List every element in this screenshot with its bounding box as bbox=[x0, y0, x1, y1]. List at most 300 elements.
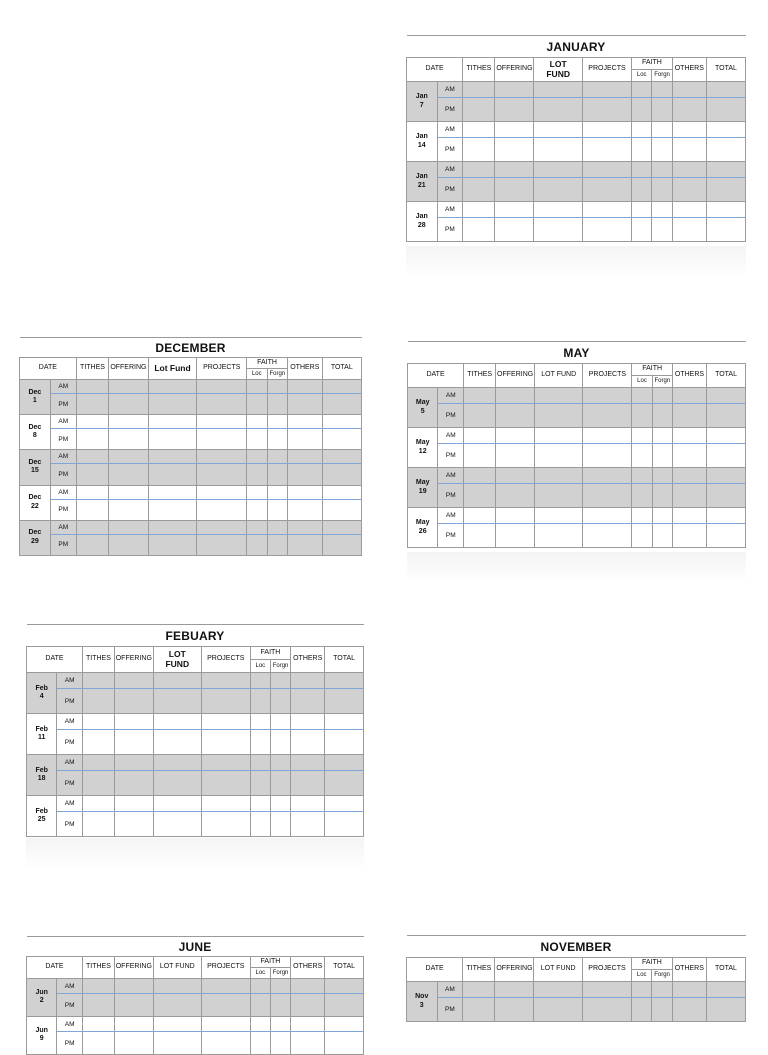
lot-fund-entry-cell[interactable] bbox=[535, 468, 583, 484]
faith-local-entry-cell[interactable] bbox=[250, 673, 270, 689]
tithes-entry-cell[interactable] bbox=[76, 499, 108, 520]
faith-local-entry-cell[interactable] bbox=[632, 202, 652, 218]
projects-entry-cell[interactable] bbox=[201, 979, 250, 994]
faith-foreign-entry-cell[interactable] bbox=[652, 82, 672, 98]
faith-local-entry-cell[interactable] bbox=[250, 1016, 270, 1031]
others-entry-cell[interactable] bbox=[291, 795, 325, 811]
tithes-entry-cell[interactable] bbox=[76, 450, 108, 464]
tithes-entry-cell[interactable] bbox=[82, 730, 114, 755]
projects-entry-cell[interactable] bbox=[197, 394, 247, 415]
faith-foreign-entry-cell[interactable] bbox=[652, 428, 672, 444]
total-entry-cell[interactable] bbox=[322, 415, 361, 429]
projects-entry-cell[interactable] bbox=[201, 994, 250, 1017]
faith-foreign-entry-cell[interactable] bbox=[652, 218, 672, 242]
tithes-entry-cell[interactable] bbox=[463, 202, 495, 218]
lot-fund-entry-cell[interactable] bbox=[153, 689, 201, 714]
others-entry-cell[interactable] bbox=[672, 218, 706, 242]
faith-foreign-entry-cell[interactable] bbox=[652, 444, 672, 468]
faith-local-entry-cell[interactable] bbox=[247, 485, 268, 499]
tithes-entry-cell[interactable] bbox=[76, 429, 108, 450]
total-entry-cell[interactable] bbox=[325, 754, 364, 770]
tithes-entry-cell[interactable] bbox=[82, 979, 114, 994]
faith-local-entry-cell[interactable] bbox=[250, 1032, 270, 1055]
lot-fund-entry-cell[interactable] bbox=[534, 218, 582, 242]
lot-fund-entry-cell[interactable] bbox=[153, 713, 201, 729]
others-entry-cell[interactable] bbox=[291, 730, 325, 755]
tithes-entry-cell[interactable] bbox=[82, 994, 114, 1017]
projects-entry-cell[interactable] bbox=[197, 485, 247, 499]
projects-entry-cell[interactable] bbox=[583, 404, 632, 428]
projects-entry-cell[interactable] bbox=[582, 122, 631, 138]
faith-local-entry-cell[interactable] bbox=[250, 795, 270, 811]
offering-entry-cell[interactable] bbox=[496, 508, 535, 524]
offering-entry-cell[interactable] bbox=[109, 415, 148, 429]
total-entry-cell[interactable] bbox=[322, 499, 361, 520]
tithes-entry-cell[interactable] bbox=[463, 162, 495, 178]
others-entry-cell[interactable] bbox=[288, 450, 323, 464]
others-entry-cell[interactable] bbox=[672, 468, 706, 484]
total-entry-cell[interactable] bbox=[325, 994, 364, 1017]
offering-entry-cell[interactable] bbox=[496, 404, 535, 428]
offering-entry-cell[interactable] bbox=[114, 689, 153, 714]
faith-foreign-entry-cell[interactable] bbox=[270, 713, 290, 729]
offering-entry-cell[interactable] bbox=[496, 484, 535, 508]
lot-fund-entry-cell[interactable] bbox=[153, 979, 201, 994]
tithes-entry-cell[interactable] bbox=[82, 1032, 114, 1055]
others-entry-cell[interactable] bbox=[291, 754, 325, 770]
tithes-entry-cell[interactable] bbox=[464, 484, 496, 508]
offering-entry-cell[interactable] bbox=[496, 388, 535, 404]
projects-entry-cell[interactable] bbox=[582, 162, 631, 178]
lot-fund-entry-cell[interactable] bbox=[148, 499, 197, 520]
faith-foreign-entry-cell[interactable] bbox=[652, 388, 672, 404]
others-entry-cell[interactable] bbox=[288, 520, 323, 534]
tithes-entry-cell[interactable] bbox=[464, 524, 496, 548]
faith-foreign-entry-cell[interactable] bbox=[267, 415, 288, 429]
faith-foreign-entry-cell[interactable] bbox=[270, 979, 290, 994]
projects-entry-cell[interactable] bbox=[582, 982, 631, 998]
projects-entry-cell[interactable] bbox=[582, 998, 631, 1022]
lot-fund-entry-cell[interactable] bbox=[534, 162, 582, 178]
projects-entry-cell[interactable] bbox=[582, 82, 631, 98]
total-entry-cell[interactable] bbox=[706, 998, 745, 1022]
lot-fund-entry-cell[interactable] bbox=[148, 464, 197, 485]
projects-entry-cell[interactable] bbox=[582, 98, 631, 122]
faith-foreign-entry-cell[interactable] bbox=[270, 730, 290, 755]
tithes-entry-cell[interactable] bbox=[82, 795, 114, 811]
others-entry-cell[interactable] bbox=[288, 485, 323, 499]
projects-entry-cell[interactable] bbox=[201, 1032, 250, 1055]
others-entry-cell[interactable] bbox=[288, 534, 323, 555]
total-entry-cell[interactable] bbox=[325, 795, 364, 811]
tithes-entry-cell[interactable] bbox=[82, 689, 114, 714]
projects-entry-cell[interactable] bbox=[197, 499, 247, 520]
tithes-entry-cell[interactable] bbox=[463, 82, 495, 98]
tithes-entry-cell[interactable] bbox=[76, 485, 108, 499]
lot-fund-entry-cell[interactable] bbox=[148, 534, 197, 555]
faith-local-entry-cell[interactable] bbox=[247, 429, 268, 450]
faith-foreign-entry-cell[interactable] bbox=[270, 994, 290, 1017]
tithes-entry-cell[interactable] bbox=[82, 812, 114, 837]
projects-entry-cell[interactable] bbox=[201, 771, 250, 796]
faith-local-entry-cell[interactable] bbox=[250, 994, 270, 1017]
faith-local-entry-cell[interactable] bbox=[250, 689, 270, 714]
faith-local-entry-cell[interactable] bbox=[632, 98, 652, 122]
others-entry-cell[interactable] bbox=[288, 464, 323, 485]
projects-entry-cell[interactable] bbox=[201, 713, 250, 729]
offering-entry-cell[interactable] bbox=[114, 754, 153, 770]
faith-foreign-entry-cell[interactable] bbox=[652, 982, 672, 998]
others-entry-cell[interactable] bbox=[291, 994, 325, 1017]
faith-local-entry-cell[interactable] bbox=[632, 178, 652, 202]
offering-entry-cell[interactable] bbox=[109, 534, 148, 555]
projects-entry-cell[interactable] bbox=[197, 520, 247, 534]
projects-entry-cell[interactable] bbox=[197, 450, 247, 464]
total-entry-cell[interactable] bbox=[706, 218, 745, 242]
offering-entry-cell[interactable] bbox=[495, 982, 534, 998]
faith-foreign-entry-cell[interactable] bbox=[652, 138, 672, 162]
others-entry-cell[interactable] bbox=[672, 162, 706, 178]
faith-local-entry-cell[interactable] bbox=[247, 534, 268, 555]
offering-entry-cell[interactable] bbox=[114, 771, 153, 796]
offering-entry-cell[interactable] bbox=[109, 485, 148, 499]
lot-fund-entry-cell[interactable] bbox=[153, 673, 201, 689]
others-entry-cell[interactable] bbox=[291, 1016, 325, 1031]
offering-entry-cell[interactable] bbox=[495, 202, 534, 218]
projects-entry-cell[interactable] bbox=[197, 464, 247, 485]
offering-entry-cell[interactable] bbox=[496, 428, 535, 444]
others-entry-cell[interactable] bbox=[672, 524, 706, 548]
faith-local-entry-cell[interactable] bbox=[247, 520, 268, 534]
faith-foreign-entry-cell[interactable] bbox=[652, 404, 672, 428]
tithes-entry-cell[interactable] bbox=[76, 464, 108, 485]
projects-entry-cell[interactable] bbox=[201, 812, 250, 837]
tithes-entry-cell[interactable] bbox=[463, 98, 495, 122]
faith-foreign-entry-cell[interactable] bbox=[267, 394, 288, 415]
faith-foreign-entry-cell[interactable] bbox=[267, 464, 288, 485]
projects-entry-cell[interactable] bbox=[582, 138, 631, 162]
projects-entry-cell[interactable] bbox=[201, 754, 250, 770]
total-entry-cell[interactable] bbox=[707, 508, 746, 524]
faith-local-entry-cell[interactable] bbox=[632, 982, 652, 998]
tithes-entry-cell[interactable] bbox=[82, 771, 114, 796]
offering-entry-cell[interactable] bbox=[114, 994, 153, 1017]
lot-fund-entry-cell[interactable] bbox=[534, 82, 582, 98]
tithes-entry-cell[interactable] bbox=[82, 673, 114, 689]
projects-entry-cell[interactable] bbox=[582, 218, 631, 242]
faith-local-entry-cell[interactable] bbox=[632, 162, 652, 178]
others-entry-cell[interactable] bbox=[672, 122, 706, 138]
offering-entry-cell[interactable] bbox=[109, 394, 148, 415]
offering-entry-cell[interactable] bbox=[109, 520, 148, 534]
faith-foreign-entry-cell[interactable] bbox=[267, 520, 288, 534]
offering-entry-cell[interactable] bbox=[114, 795, 153, 811]
offering-entry-cell[interactable] bbox=[114, 1016, 153, 1031]
faith-foreign-entry-cell[interactable] bbox=[270, 812, 290, 837]
faith-foreign-entry-cell[interactable] bbox=[652, 162, 672, 178]
tithes-entry-cell[interactable] bbox=[464, 508, 496, 524]
faith-local-entry-cell[interactable] bbox=[632, 404, 652, 428]
projects-entry-cell[interactable] bbox=[583, 388, 632, 404]
faith-foreign-entry-cell[interactable] bbox=[652, 524, 672, 548]
faith-foreign-entry-cell[interactable] bbox=[652, 122, 672, 138]
lot-fund-entry-cell[interactable] bbox=[535, 404, 583, 428]
faith-foreign-entry-cell[interactable] bbox=[267, 485, 288, 499]
faith-foreign-entry-cell[interactable] bbox=[267, 429, 288, 450]
total-entry-cell[interactable] bbox=[706, 122, 745, 138]
faith-foreign-entry-cell[interactable] bbox=[652, 998, 672, 1022]
faith-local-entry-cell[interactable] bbox=[247, 415, 268, 429]
others-entry-cell[interactable] bbox=[672, 98, 706, 122]
tithes-entry-cell[interactable] bbox=[82, 1016, 114, 1031]
lot-fund-entry-cell[interactable] bbox=[534, 982, 582, 998]
total-entry-cell[interactable] bbox=[707, 468, 746, 484]
others-entry-cell[interactable] bbox=[672, 178, 706, 202]
total-entry-cell[interactable] bbox=[706, 982, 745, 998]
faith-foreign-entry-cell[interactable] bbox=[652, 468, 672, 484]
tithes-entry-cell[interactable] bbox=[76, 394, 108, 415]
offering-entry-cell[interactable] bbox=[114, 979, 153, 994]
offering-entry-cell[interactable] bbox=[109, 464, 148, 485]
faith-foreign-entry-cell[interactable] bbox=[652, 98, 672, 122]
offering-entry-cell[interactable] bbox=[495, 178, 534, 202]
total-entry-cell[interactable] bbox=[325, 730, 364, 755]
offering-entry-cell[interactable] bbox=[495, 122, 534, 138]
lot-fund-entry-cell[interactable] bbox=[153, 795, 201, 811]
offering-entry-cell[interactable] bbox=[495, 138, 534, 162]
offering-entry-cell[interactable] bbox=[495, 998, 534, 1022]
lot-fund-entry-cell[interactable] bbox=[534, 178, 582, 202]
lot-fund-entry-cell[interactable] bbox=[148, 415, 197, 429]
tithes-entry-cell[interactable] bbox=[76, 534, 108, 555]
projects-entry-cell[interactable] bbox=[583, 444, 632, 468]
projects-entry-cell[interactable] bbox=[583, 484, 632, 508]
tithes-entry-cell[interactable] bbox=[82, 713, 114, 729]
lot-fund-entry-cell[interactable] bbox=[153, 730, 201, 755]
others-entry-cell[interactable] bbox=[672, 484, 706, 508]
projects-entry-cell[interactable] bbox=[201, 689, 250, 714]
lot-fund-entry-cell[interactable] bbox=[153, 994, 201, 1017]
total-entry-cell[interactable] bbox=[707, 404, 746, 428]
projects-entry-cell[interactable] bbox=[582, 202, 631, 218]
offering-entry-cell[interactable] bbox=[496, 468, 535, 484]
others-entry-cell[interactable] bbox=[672, 428, 706, 444]
others-entry-cell[interactable] bbox=[288, 380, 323, 394]
faith-local-entry-cell[interactable] bbox=[250, 979, 270, 994]
offering-entry-cell[interactable] bbox=[114, 1032, 153, 1055]
total-entry-cell[interactable] bbox=[706, 202, 745, 218]
lot-fund-entry-cell[interactable] bbox=[153, 771, 201, 796]
lot-fund-entry-cell[interactable] bbox=[148, 520, 197, 534]
projects-entry-cell[interactable] bbox=[201, 1016, 250, 1031]
faith-local-entry-cell[interactable] bbox=[247, 450, 268, 464]
faith-local-entry-cell[interactable] bbox=[632, 468, 652, 484]
faith-local-entry-cell[interactable] bbox=[250, 812, 270, 837]
faith-foreign-entry-cell[interactable] bbox=[270, 673, 290, 689]
lot-fund-entry-cell[interactable] bbox=[153, 1032, 201, 1055]
offering-entry-cell[interactable] bbox=[495, 82, 534, 98]
projects-entry-cell[interactable] bbox=[583, 524, 632, 548]
offering-entry-cell[interactable] bbox=[495, 218, 534, 242]
others-entry-cell[interactable] bbox=[672, 444, 706, 468]
total-entry-cell[interactable] bbox=[706, 138, 745, 162]
others-entry-cell[interactable] bbox=[288, 429, 323, 450]
total-entry-cell[interactable] bbox=[322, 520, 361, 534]
projects-entry-cell[interactable] bbox=[583, 428, 632, 444]
lot-fund-entry-cell[interactable] bbox=[535, 508, 583, 524]
offering-entry-cell[interactable] bbox=[495, 98, 534, 122]
faith-local-entry-cell[interactable] bbox=[632, 218, 652, 242]
faith-foreign-entry-cell[interactable] bbox=[652, 508, 672, 524]
faith-local-entry-cell[interactable] bbox=[632, 998, 652, 1022]
faith-local-entry-cell[interactable] bbox=[632, 138, 652, 162]
faith-foreign-entry-cell[interactable] bbox=[267, 380, 288, 394]
faith-foreign-entry-cell[interactable] bbox=[270, 795, 290, 811]
offering-entry-cell[interactable] bbox=[114, 730, 153, 755]
faith-local-entry-cell[interactable] bbox=[632, 122, 652, 138]
faith-local-entry-cell[interactable] bbox=[632, 428, 652, 444]
projects-entry-cell[interactable] bbox=[583, 508, 632, 524]
lot-fund-entry-cell[interactable] bbox=[153, 1016, 201, 1031]
offering-entry-cell[interactable] bbox=[495, 162, 534, 178]
total-entry-cell[interactable] bbox=[707, 484, 746, 508]
tithes-entry-cell[interactable] bbox=[82, 754, 114, 770]
projects-entry-cell[interactable] bbox=[201, 795, 250, 811]
tithes-entry-cell[interactable] bbox=[464, 468, 496, 484]
projects-entry-cell[interactable] bbox=[201, 673, 250, 689]
offering-entry-cell[interactable] bbox=[496, 444, 535, 468]
offering-entry-cell[interactable] bbox=[109, 380, 148, 394]
tithes-entry-cell[interactable] bbox=[463, 178, 495, 202]
offering-entry-cell[interactable] bbox=[114, 713, 153, 729]
offering-entry-cell[interactable] bbox=[109, 429, 148, 450]
tithes-entry-cell[interactable] bbox=[463, 218, 495, 242]
total-entry-cell[interactable] bbox=[325, 771, 364, 796]
tithes-entry-cell[interactable] bbox=[463, 982, 495, 998]
faith-local-entry-cell[interactable] bbox=[250, 754, 270, 770]
faith-foreign-entry-cell[interactable] bbox=[267, 499, 288, 520]
lot-fund-entry-cell[interactable] bbox=[148, 450, 197, 464]
total-entry-cell[interactable] bbox=[322, 394, 361, 415]
lot-fund-entry-cell[interactable] bbox=[534, 202, 582, 218]
projects-entry-cell[interactable] bbox=[197, 534, 247, 555]
offering-entry-cell[interactable] bbox=[109, 450, 148, 464]
others-entry-cell[interactable] bbox=[672, 982, 706, 998]
faith-foreign-entry-cell[interactable] bbox=[267, 534, 288, 555]
total-entry-cell[interactable] bbox=[707, 388, 746, 404]
total-entry-cell[interactable] bbox=[325, 1032, 364, 1055]
lot-fund-entry-cell[interactable] bbox=[535, 524, 583, 548]
faith-local-entry-cell[interactable] bbox=[632, 444, 652, 468]
lot-fund-entry-cell[interactable] bbox=[535, 388, 583, 404]
total-entry-cell[interactable] bbox=[322, 464, 361, 485]
tithes-entry-cell[interactable] bbox=[464, 388, 496, 404]
others-entry-cell[interactable] bbox=[291, 812, 325, 837]
faith-local-entry-cell[interactable] bbox=[632, 484, 652, 508]
faith-foreign-entry-cell[interactable] bbox=[652, 202, 672, 218]
lot-fund-entry-cell[interactable] bbox=[534, 122, 582, 138]
total-entry-cell[interactable] bbox=[707, 444, 746, 468]
lot-fund-entry-cell[interactable] bbox=[148, 429, 197, 450]
total-entry-cell[interactable] bbox=[707, 428, 746, 444]
lot-fund-entry-cell[interactable] bbox=[535, 444, 583, 468]
total-entry-cell[interactable] bbox=[322, 380, 361, 394]
total-entry-cell[interactable] bbox=[706, 82, 745, 98]
faith-foreign-entry-cell[interactable] bbox=[267, 450, 288, 464]
others-entry-cell[interactable] bbox=[672, 138, 706, 162]
faith-foreign-entry-cell[interactable] bbox=[652, 484, 672, 508]
others-entry-cell[interactable] bbox=[288, 499, 323, 520]
projects-entry-cell[interactable] bbox=[197, 429, 247, 450]
total-entry-cell[interactable] bbox=[322, 485, 361, 499]
lot-fund-entry-cell[interactable] bbox=[534, 998, 582, 1022]
total-entry-cell[interactable] bbox=[322, 450, 361, 464]
projects-entry-cell[interactable] bbox=[197, 415, 247, 429]
projects-entry-cell[interactable] bbox=[197, 380, 247, 394]
projects-entry-cell[interactable] bbox=[201, 730, 250, 755]
others-entry-cell[interactable] bbox=[291, 771, 325, 796]
lot-fund-entry-cell[interactable] bbox=[535, 428, 583, 444]
tithes-entry-cell[interactable] bbox=[76, 520, 108, 534]
faith-local-entry-cell[interactable] bbox=[250, 771, 270, 796]
faith-local-entry-cell[interactable] bbox=[632, 524, 652, 548]
faith-foreign-entry-cell[interactable] bbox=[270, 689, 290, 714]
total-entry-cell[interactable] bbox=[325, 979, 364, 994]
tithes-entry-cell[interactable] bbox=[464, 428, 496, 444]
total-entry-cell[interactable] bbox=[706, 162, 745, 178]
others-entry-cell[interactable] bbox=[672, 508, 706, 524]
others-entry-cell[interactable] bbox=[291, 1032, 325, 1055]
total-entry-cell[interactable] bbox=[325, 689, 364, 714]
others-entry-cell[interactable] bbox=[291, 713, 325, 729]
offering-entry-cell[interactable] bbox=[114, 673, 153, 689]
faith-local-entry-cell[interactable] bbox=[632, 82, 652, 98]
others-entry-cell[interactable] bbox=[291, 689, 325, 714]
faith-foreign-entry-cell[interactable] bbox=[270, 1016, 290, 1031]
lot-fund-entry-cell[interactable] bbox=[534, 98, 582, 122]
faith-foreign-entry-cell[interactable] bbox=[652, 178, 672, 202]
tithes-entry-cell[interactable] bbox=[464, 444, 496, 468]
tithes-entry-cell[interactable] bbox=[463, 122, 495, 138]
tithes-entry-cell[interactable] bbox=[464, 404, 496, 428]
faith-foreign-entry-cell[interactable] bbox=[270, 771, 290, 796]
total-entry-cell[interactable] bbox=[707, 524, 746, 548]
faith-foreign-entry-cell[interactable] bbox=[270, 1032, 290, 1055]
others-entry-cell[interactable] bbox=[288, 394, 323, 415]
lot-fund-entry-cell[interactable] bbox=[153, 812, 201, 837]
faith-local-entry-cell[interactable] bbox=[632, 388, 652, 404]
total-entry-cell[interactable] bbox=[325, 673, 364, 689]
others-entry-cell[interactable] bbox=[672, 388, 706, 404]
total-entry-cell[interactable] bbox=[325, 1016, 364, 1031]
others-entry-cell[interactable] bbox=[672, 404, 706, 428]
tithes-entry-cell[interactable] bbox=[76, 380, 108, 394]
total-entry-cell[interactable] bbox=[322, 429, 361, 450]
others-entry-cell[interactable] bbox=[288, 415, 323, 429]
lot-fund-entry-cell[interactable] bbox=[148, 394, 197, 415]
offering-entry-cell[interactable] bbox=[496, 524, 535, 548]
lot-fund-entry-cell[interactable] bbox=[153, 754, 201, 770]
lot-fund-entry-cell[interactable] bbox=[535, 484, 583, 508]
projects-entry-cell[interactable] bbox=[582, 178, 631, 202]
faith-local-entry-cell[interactable] bbox=[247, 464, 268, 485]
others-entry-cell[interactable] bbox=[291, 673, 325, 689]
others-entry-cell[interactable] bbox=[672, 82, 706, 98]
faith-local-entry-cell[interactable] bbox=[247, 394, 268, 415]
faith-foreign-entry-cell[interactable] bbox=[270, 754, 290, 770]
offering-entry-cell[interactable] bbox=[109, 499, 148, 520]
faith-local-entry-cell[interactable] bbox=[247, 380, 268, 394]
